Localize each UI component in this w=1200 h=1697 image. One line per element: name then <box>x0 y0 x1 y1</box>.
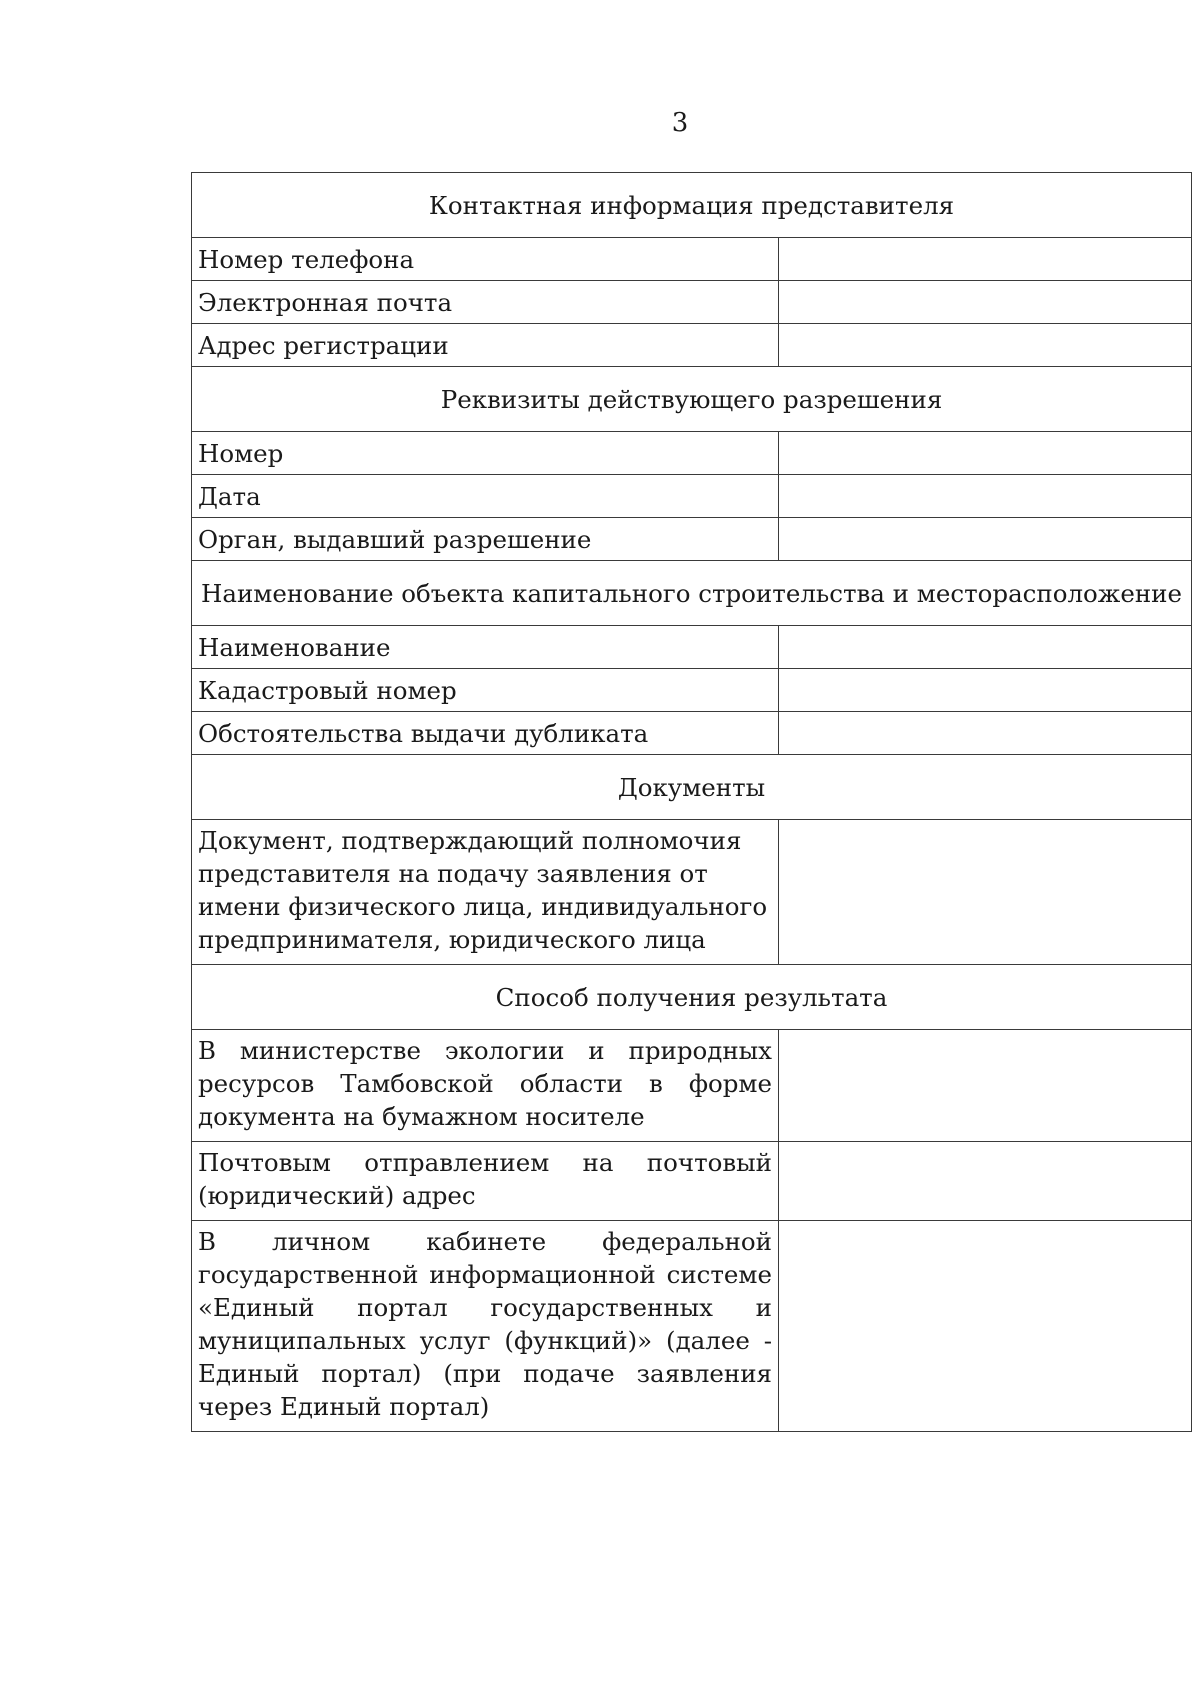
application-form-table <box>191 172 1192 1432</box>
table-row <box>192 669 1192 712</box>
section-title-result: Способ получения результата <box>192 965 1192 1030</box>
row-label-result-mail: Почтовым отправлением на почтовый (юридический) адрес <box>192 1142 779 1221</box>
table-row <box>192 518 1192 561</box>
authority-document-value-cell[interactable] <box>779 820 1192 965</box>
table-row <box>192 712 1192 755</box>
row-label-result-portal: В личном кабинете федеральной государственной информационной системе «Единый портал государственных и муниципальных услуг (функций)» (далее - Единый портал) (при подаче заявления через Единый портал) <box>192 1221 779 1432</box>
result-mail-value-cell[interactable] <box>779 1142 1192 1221</box>
row-label-duplicate-circumstances: Обстоятельства выдачи дубликата <box>192 712 779 755</box>
section-header-row <box>192 173 1192 238</box>
phone-value-cell[interactable] <box>779 238 1192 281</box>
section-title-documents: Документы <box>192 755 1192 820</box>
row-label-registration-address: Адрес регистрации <box>192 324 779 367</box>
section-header-row <box>192 965 1192 1030</box>
table-row <box>192 626 1192 669</box>
cadastral-number-value-cell[interactable] <box>779 669 1192 712</box>
email-value-cell[interactable] <box>779 281 1192 324</box>
table-row <box>192 820 1192 965</box>
permit-number-value-cell[interactable] <box>779 432 1192 475</box>
object-name-value-cell[interactable] <box>779 626 1192 669</box>
row-label-issuing-authority: Орган, выдавший разрешение <box>192 518 779 561</box>
row-label-phone: Номер телефона <box>192 238 779 281</box>
issuing-authority-value-cell[interactable] <box>779 518 1192 561</box>
page-number: 3 <box>671 108 689 138</box>
duplicate-circumstances-value-cell[interactable] <box>779 712 1192 755</box>
permit-date-value-cell[interactable] <box>779 475 1192 518</box>
row-label-result-paper: В министерстве экологии и природных ресурсов Тамбовской области в форме документа на бумажном носителе <box>192 1030 779 1142</box>
row-label-object-name: Наименование <box>192 626 779 669</box>
result-portal-value-cell[interactable] <box>779 1221 1192 1432</box>
table-row <box>192 475 1192 518</box>
result-paper-value-cell[interactable] <box>779 1030 1192 1142</box>
row-label-email: Электронная почта <box>192 281 779 324</box>
table-row <box>192 432 1192 475</box>
table-row <box>192 1030 1192 1142</box>
table-row <box>192 281 1192 324</box>
table-row <box>192 1142 1192 1221</box>
section-header-row <box>192 561 1192 626</box>
registration-address-value-cell[interactable] <box>779 324 1192 367</box>
section-title-object: Наименование объекта капитального строительства и месторасположение <box>192 561 1192 626</box>
table-row <box>192 1221 1192 1432</box>
section-title-permit: Реквизиты действующего разрешения <box>192 367 1192 432</box>
table-row <box>192 238 1192 281</box>
row-label-cadastral-number: Кадастровый номер <box>192 669 779 712</box>
table-row <box>192 324 1192 367</box>
section-title-contact: Контактная информация представителя <box>192 173 1192 238</box>
row-label-permit-number: Номер <box>192 432 779 475</box>
section-header-row <box>192 367 1192 432</box>
section-header-row <box>192 755 1192 820</box>
row-label-permit-date: Дата <box>192 475 779 518</box>
row-label-authority-document: Документ, подтверждающий полномочия представителя на подачу заявления от имени физического лица, индивидуального предпринимателя, юридического лица <box>192 820 779 965</box>
